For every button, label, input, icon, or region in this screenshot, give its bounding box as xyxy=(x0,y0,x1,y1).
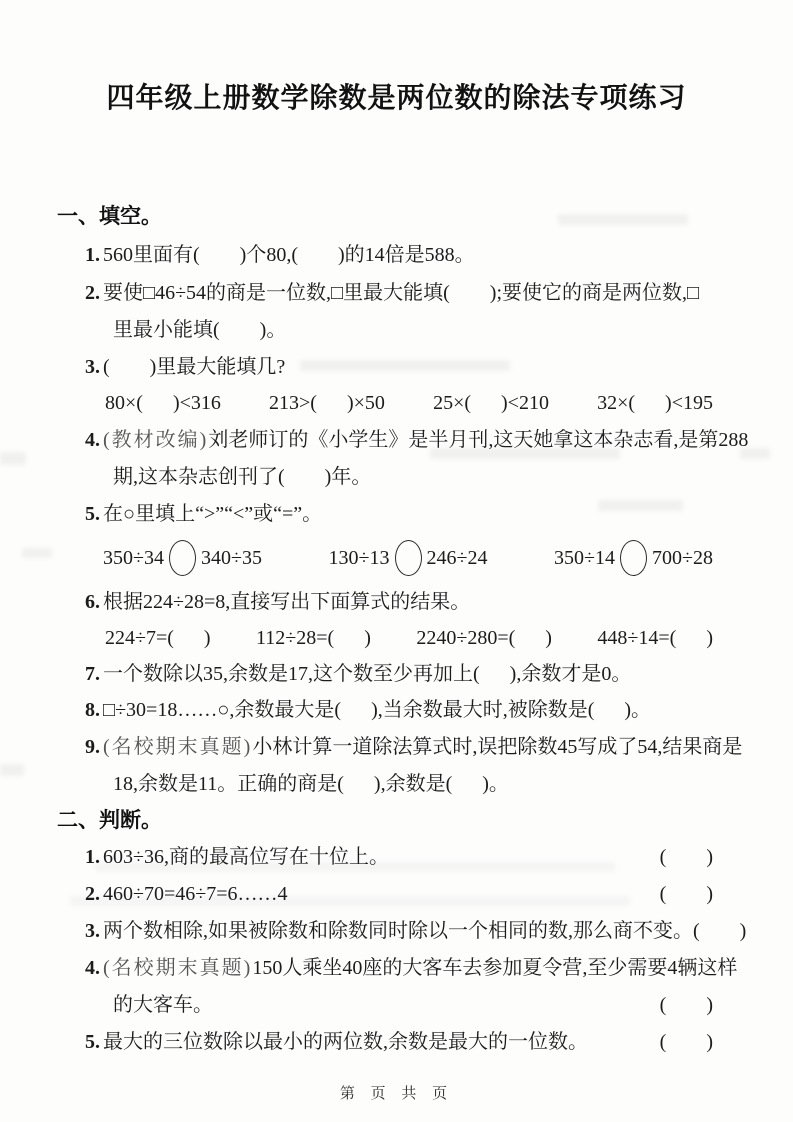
question-text: 一个数除以35,余数是17,这个数至少再加上( ),余数才是0。 xyxy=(103,663,632,685)
question-text: 根据224÷28=8,直接写出下面算式的结果。 xyxy=(103,591,471,613)
question-text: ( )里最大能填几? xyxy=(103,356,286,378)
scan-artifact xyxy=(0,452,26,465)
comparison-pair xyxy=(103,540,262,577)
fill-q6-equations xyxy=(57,620,713,656)
question-text: 的大客车。 xyxy=(113,994,213,1016)
fill-q3 xyxy=(57,349,713,385)
equation: 25×( )<210 xyxy=(433,392,549,414)
fill-q3-equations xyxy=(57,385,713,422)
page-footer: 第 页 共 页 xyxy=(339,1086,454,1102)
item-number: 8. xyxy=(85,699,100,721)
question-text: 在○里填上“>”“<”或“=”。 xyxy=(103,503,323,525)
question-text: 150人乘坐40座的大客车去参加夏令营,至少需要4辆这样 xyxy=(252,957,738,979)
fill-q4-line2 xyxy=(57,459,713,496)
source-tag: (教材改编) xyxy=(103,429,209,451)
question-text: 460÷70=46÷7=6……4 xyxy=(103,883,288,905)
item-number: 7. xyxy=(85,663,100,685)
comparison-pair xyxy=(329,540,488,577)
fill-q9-line1 xyxy=(57,729,743,766)
equation: 80×( )<316 xyxy=(105,392,221,414)
fill-q9-line2 xyxy=(57,766,713,803)
judge-j4-line1 xyxy=(57,950,738,987)
source-tag: (名校期末真题) xyxy=(103,957,253,979)
source-tag: (名校期末真题) xyxy=(103,736,253,758)
page-title: 四年级上册数学除数是两位数的除法专项练习 xyxy=(106,82,687,113)
scan-artifact xyxy=(0,764,24,776)
question-text: 两个数相除,如果被除数和除数同时除以一个相同的数,那么商不变。 xyxy=(103,920,693,942)
judge-j1 xyxy=(57,839,713,876)
item-number: 9. xyxy=(85,736,100,758)
comparison-circle xyxy=(169,540,196,576)
item-number: 1. xyxy=(85,244,100,266)
question-text: 603÷36,商的最高位写在十位上。 xyxy=(103,846,389,868)
fill-q6 xyxy=(57,584,713,620)
right-expression: 246÷24 xyxy=(426,546,488,569)
equation: 2240÷280=( ) xyxy=(416,627,552,649)
item-number: 2. xyxy=(85,282,100,304)
left-expression: 350÷34 xyxy=(103,546,164,569)
fill-q5-comparisons xyxy=(57,532,713,584)
equation: 112÷28=( ) xyxy=(256,627,371,649)
answer-parens: ( ) xyxy=(659,883,713,905)
comparison-circle xyxy=(620,540,647,576)
left-expression: 130÷13 xyxy=(328,546,390,569)
equation: 213>( )×50 xyxy=(269,392,385,414)
equation: 224÷7=( ) xyxy=(105,627,211,649)
equation: 448÷14=( ) xyxy=(597,627,713,649)
scan-artifact xyxy=(22,548,52,558)
judge-j4-line2 xyxy=(57,987,713,1024)
statement xyxy=(85,876,288,913)
item-number: 1. xyxy=(85,846,100,868)
item-number: 5. xyxy=(85,1031,100,1053)
question-text: 要使□46÷54的商是一位数,□里最大能填( );要使它的商是两位数,□ xyxy=(103,282,700,304)
question-text: 18,余数是11。正确的商是( ),余数是( )。 xyxy=(113,773,509,795)
answer-parens: ( ) xyxy=(659,1031,713,1053)
question-text: 刘老师订的《小学生》是半月刊,这天她拿这本杂志看,是第288 xyxy=(208,429,749,451)
left-expression: 350÷14 xyxy=(554,546,616,569)
right-expression: 700÷28 xyxy=(652,546,713,569)
item-number: 3. xyxy=(85,356,100,378)
answer-parens: ( ) xyxy=(659,994,713,1016)
question-text: 期,这本杂志创刊了( )年。 xyxy=(113,466,372,488)
item-number: 4. xyxy=(85,957,100,979)
judge-j2 xyxy=(57,876,713,913)
worksheet-body xyxy=(57,198,749,1060)
fill-q4-line1 xyxy=(57,422,749,459)
right-expression: 340÷35 xyxy=(200,546,262,569)
fill-q7 xyxy=(57,656,713,692)
statement xyxy=(85,839,389,876)
fill-q2-line1 xyxy=(57,274,713,312)
question-text: □÷30=18……○,余数最大是( ),当余数最大时,被除数是( )。 xyxy=(103,699,652,721)
fill-q8 xyxy=(57,692,713,729)
comparison-circle xyxy=(395,540,422,576)
fill-q1 xyxy=(57,236,713,274)
statement xyxy=(85,913,693,950)
question-text: 560里面有( )个80,( )的14倍是588。 xyxy=(103,244,475,266)
answer-parens: ( ) xyxy=(659,846,713,868)
statement xyxy=(85,1024,588,1060)
equation: 32×( )<195 xyxy=(597,392,713,414)
item-number: 4. xyxy=(85,429,100,451)
item-number: 5. xyxy=(85,503,100,525)
comparison-pair xyxy=(554,540,713,577)
item-number: 6. xyxy=(85,591,100,613)
section-heading-judge: 二、判断。 xyxy=(57,809,162,832)
question-text: 里最小能填( )。 xyxy=(113,319,287,341)
question-text: 小林计算一道除法算式时,误把除数45写成了54,结果商是 xyxy=(252,736,743,758)
item-number: 2. xyxy=(85,883,100,905)
question-text: 最大的三位数除以最小的两位数,余数是最大的一位数。 xyxy=(103,1031,588,1053)
judge-j5 xyxy=(57,1024,713,1060)
answer-parens: ( ) xyxy=(693,920,747,942)
judge-j3 xyxy=(57,913,747,950)
item-number: 3. xyxy=(85,920,100,942)
fill-q5 xyxy=(57,496,713,532)
fill-q2-line2 xyxy=(57,312,713,349)
section-heading-fill: 一、填空。 xyxy=(57,205,162,228)
